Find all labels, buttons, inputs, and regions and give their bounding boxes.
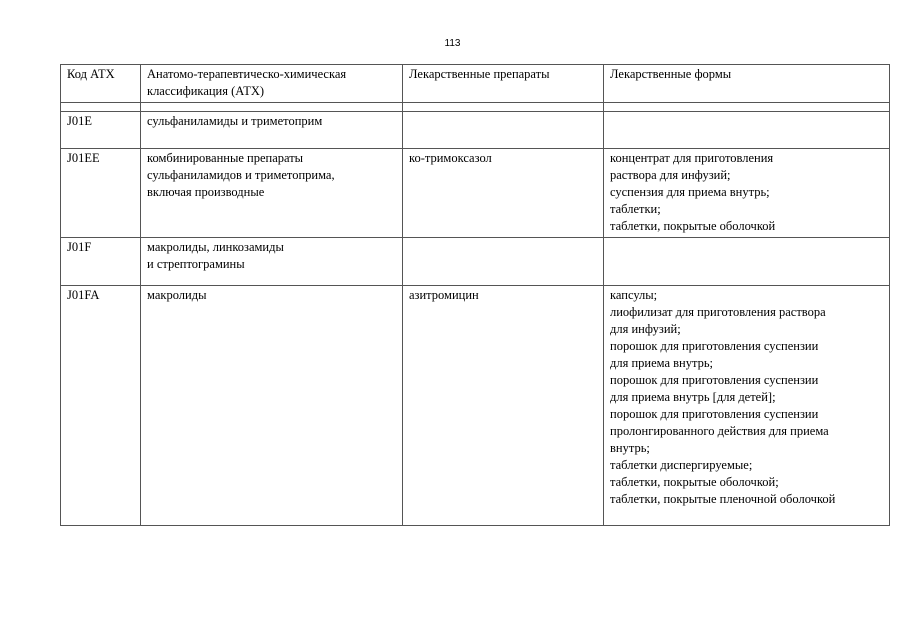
atx-table — [60, 64, 890, 526]
page-number: 113 — [444, 38, 461, 49]
atx-code: J01E — [61, 112, 141, 149]
header-forms: Лекарственные формы — [604, 65, 890, 103]
header-drugs: Лекарственные препараты — [403, 65, 604, 103]
drug-name — [403, 238, 604, 286]
atx-classification: макролиды — [141, 286, 403, 526]
atx-code: J01FA — [61, 286, 141, 526]
header-classification: Анатомо-терапевтическо-химическая классификация (АТХ) — [141, 65, 403, 103]
table-header-row — [61, 65, 890, 103]
atx-classification: макролиды, линкозамиды и стрептограмины — [141, 238, 403, 286]
dosage-forms: концентрат для приготовления раствора для инфузий; суспензия для приема внутрь; таблетки; таблетки, покрытые оболочкой — [604, 149, 890, 238]
atx-classification: комбинированные препараты сульфаниламидов и триметоприма, включая производные — [141, 149, 403, 238]
dosage-forms: капсулы; лиофилизат для приготовления раствора для инфузий; порошок для приготовления суспензии для приема внутрь; порошок для приготовления суспензии для приема внутрь [для детей]; порошок для приготовления суспензии пролонгированного действия для приема внутрь; таблетки диспергируемые; таблетки, покрытые оболочкой; таблетки, покрытые пленочной оболочкой — [604, 286, 890, 526]
table-row — [61, 238, 890, 286]
atx-code: J01EE — [61, 149, 141, 238]
dosage-forms — [604, 238, 890, 286]
table-row — [61, 112, 890, 149]
drug-name: азитромицин — [403, 286, 604, 526]
drug-name: ко-тримоксазол — [403, 149, 604, 238]
atx-classification: сульфаниламиды и триметоприм — [141, 112, 403, 149]
dosage-forms — [604, 112, 890, 149]
table-row — [61, 286, 890, 526]
header-spacer-row — [61, 103, 890, 112]
drug-name — [403, 112, 604, 149]
table-row — [61, 149, 890, 238]
atx-code: J01F — [61, 238, 141, 286]
header-code: Код АТХ — [61, 65, 141, 103]
